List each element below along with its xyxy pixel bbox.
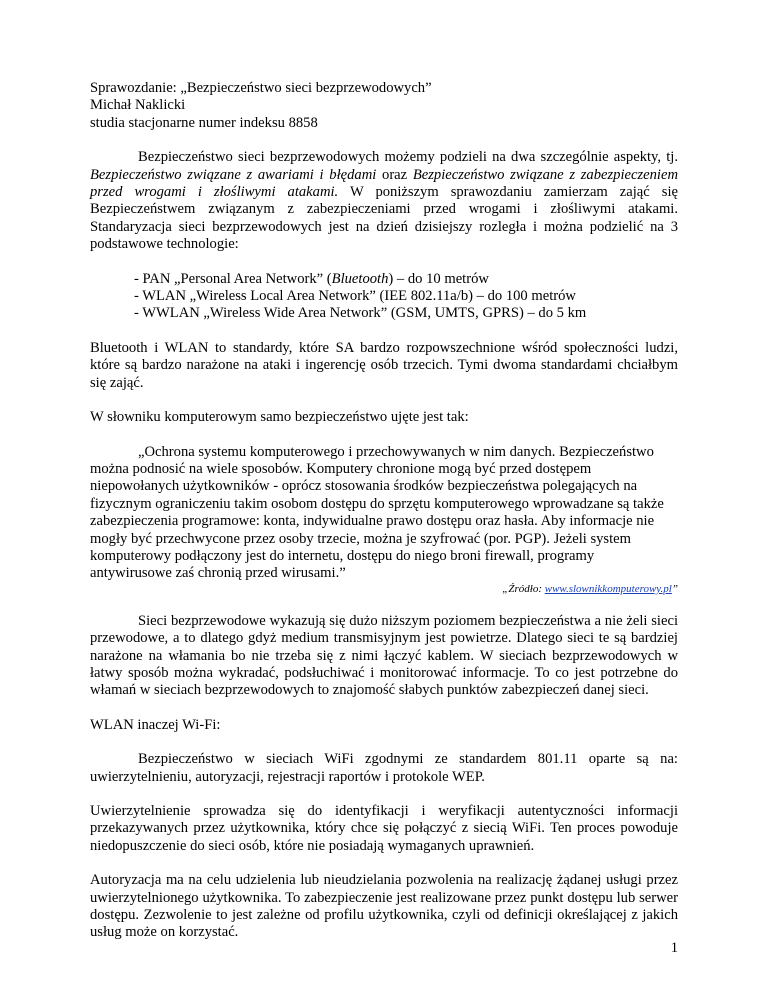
list-item-wwlan: - WWLAN „Wireless Wide Area Network” (GSM, UMTS, GPRS) – do 5 km (134, 305, 587, 322)
intro-italic-2: Bezpieczeństwo związane z zabezpieczeniem przed wrogami i złośliwymi atakami. (90, 166, 678, 201)
technology-list (90, 271, 678, 323)
wlan-heading: WLAN inaczej Wi-Fi: (90, 716, 221, 733)
dictionary-quote: „Ochrona systemu komputerowego i przechowywanych w nim danych. Bezpieczeństwo można podnosić na wiele sposobów. Komputery chronione mogą być przed dostępem niepowołanych użytkowników - oprócz stosowania środków bezpieczeństwa polegających na fizycznym ograniczeniu takim osobom dostępu do sprzętu komputerowego wprowadzane są także zabezpieczenia programowe: konta, indywidualne prawo dostępu oraz hasła. Aby informacje nie mogły być przechwycone przez osoby trzecie, można je szyfrować (por. PGP). Jeżeli system komputerowy podłączony jest do internetu, dostępu do niego broni firewall, programy antywirusowe zaś chronią przed wirusami.” (90, 443, 664, 582)
intro-italic-1: Bezpieczeństwo związane z awariami i błędami (90, 166, 377, 183)
document-page (90, 80, 678, 942)
list-item-wlan: - WLAN „Wireless Local Area Network” (IEE 802.11a/b) – do 100 metrów (134, 288, 576, 305)
wifi-paragraph: Bezpieczeństwo w sieciach WiFi zgodnymi ze standardem 801.11 oparte są na: uwierzytelnieniu, autoryzacji, rejestracji raportów i protokole WEP. (90, 751, 678, 785)
wireless-paragraph: Sieci bezprzewodowe wykazują się dużo niższym poziomem bezpieczeństwa a nie żeli sieci przewodowe, a to dlatego gdyż medium transmisyjnym jest powietrze. Dlatego sieci te są bardziej narażone na włamania bo nie trzeba się z nimi łączyć kablem. W sieciach bezprzewodowych w łatwy sposób można wykradać, podsłuchiwać i monitorować informacje. To co jest potrzebne do włamań w sieciach bezprzewodowych to znajomość słabych punktów zabezpieczeń danej sieci. (90, 612, 678, 699)
report-title: Sprawozdanie: „Bezpieczeństwo sieci bezprzewodowych” (90, 80, 432, 96)
authorization-paragraph: Autoryzacja ma na celu udzielenia lub nieudzielania pozwolenia na realizację żądanej usługi przez uwierzytelnionego użytkownika. To zabezpieczenie jest realizowane przez punkt dostępu lub serwer dostępu. Zezwolenie to jest zależne od profilu użytkownika, czyli od definicji określającej z jakich usług może on korzystać. (90, 872, 678, 941)
list-item-pan: - PAN „Personal Area Network” (Bluetooth) – do 10 metrów (134, 270, 489, 287)
source-link[interactable]: www.slownikkomputerowy.pl (544, 582, 672, 595)
dictionary-paragraph: W słowniku komputerowym samo bezpieczeństwo ujęte jest tak: (90, 409, 469, 426)
study-info: studia stacjonarne numer indeksu 8858 (90, 114, 318, 131)
author-name: Michał Naklicki (90, 97, 186, 114)
quote-source: „Źródło: www.slownikkomputerowy.pl” (502, 582, 678, 595)
intro-paragraph: Bezpieczeństwo sieci bezprzewodowych możemy podzieli na dwa szczególnie aspekty, tj. Bezpieczeństwo związane z awariami i błędami oraz Bezpieczeństwo związane z zabezpieczeniem przed wrogami i złośliwymi atakami. W poniższym sprawozdaniu zamierzam zająć się Bezpieczeństwem związanym z zabezpieczeniami przed wrogami i złośliwymi atakami. Standaryzacja sieci bezprzewodowych jest na dzień dzisiejszy rozległa i można podzielić na 3 podstawowe technologie: (90, 149, 678, 253)
authentication-paragraph: Uwierzytelnienie sprowadza się do identyfikacji i weryfikacji autentyczności informacji przekazywanych przez użytkownika, który chce się połączyć z siecią WiFi. Ten proces powoduje niedopuszczenie do sieci osób, które nie posiadają wymaganych uprawnień. (90, 803, 678, 854)
page-number: 1 (670, 940, 678, 956)
bluetooth-paragraph: Bluetooth i WLAN to standardy, które SA bardzo rozpowszechnione wśród społeczności ludzi, które są bardzo narażone na ataki i ingerencję osób trzecich. Tymi dwoma standardami chciałbym się zająć. (90, 339, 678, 391)
